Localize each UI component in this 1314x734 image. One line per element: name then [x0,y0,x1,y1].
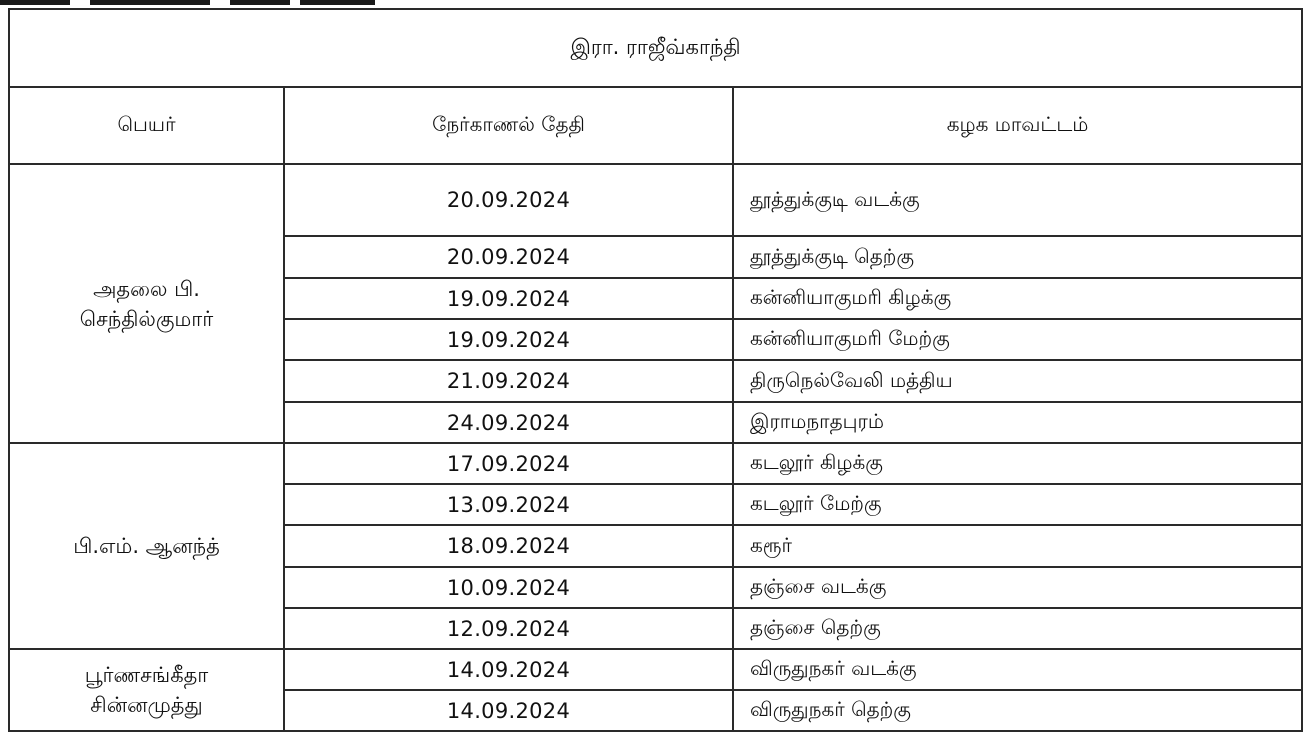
district-cell: கன்னியாகுமரி மேற்கு [733,319,1302,360]
date-cell: 21.09.2024 [284,360,733,402]
person-name-cell [9,164,284,443]
person-name-cell [9,443,284,649]
date-cell: 18.09.2024 [284,525,733,567]
person-name-line: சின்னமுத்து [90,693,203,717]
district-cell: கடலூர் மேற்கு [733,484,1302,525]
date-cell: 10.09.2024 [284,567,733,608]
district-cell: தூத்துக்குடி தெற்கு [733,236,1302,278]
person-name-line: பூர்ணசங்கீதா [84,663,209,687]
date-cell: 13.09.2024 [284,484,733,525]
interview-schedule-table [8,8,1303,732]
table-row [9,164,1302,236]
district-cell: விருதுநகர் தெற்கு [733,690,1302,731]
cropped-text-above [0,0,380,6]
title-row [9,9,1302,87]
person-name-line: அதலை பி. [93,276,200,301]
date-cell: 20.09.2024 [284,164,733,236]
date-cell: 12.09.2024 [284,608,733,649]
column-header-name: பெயர் [9,87,284,164]
district-cell: விருதுநகர் வடக்கு [733,649,1302,690]
date-cell: 24.09.2024 [284,402,733,443]
district-cell: திருநெல்வேலி மத்திய [733,360,1302,402]
district-cell: கரூர் [733,525,1302,567]
district-cell: கன்னியாகுமரி கிழக்கு [733,278,1302,319]
person-name-line: செந்தில்குமார் [79,306,214,331]
person-name-cell [9,649,284,731]
date-cell: 17.09.2024 [284,443,733,484]
district-cell: கடலூர் கிழக்கு [733,443,1302,484]
district-cell: தஞ்சை தெற்கு [733,608,1302,649]
table-row [9,443,1302,484]
date-cell: 19.09.2024 [284,319,733,360]
header-row [9,87,1302,164]
district-cell: தஞ்சை வடக்கு [733,567,1302,608]
table-row [9,649,1302,690]
column-header-district: கழக மாவட்டம் [733,87,1302,164]
person-name-line: பி.எம். ஆனந்த் [73,534,220,558]
date-cell: 19.09.2024 [284,278,733,319]
table-title: இரா. ராஜீவ்காந்தி [9,9,1302,87]
date-cell: 20.09.2024 [284,236,733,278]
district-cell: இராமநாதபுரம் [733,402,1302,443]
district-cell: தூத்துக்குடி வடக்கு [733,164,1302,236]
date-cell: 14.09.2024 [284,649,733,690]
date-cell: 14.09.2024 [284,690,733,731]
column-header-date: நேர்காணல் தேதி [284,87,733,164]
